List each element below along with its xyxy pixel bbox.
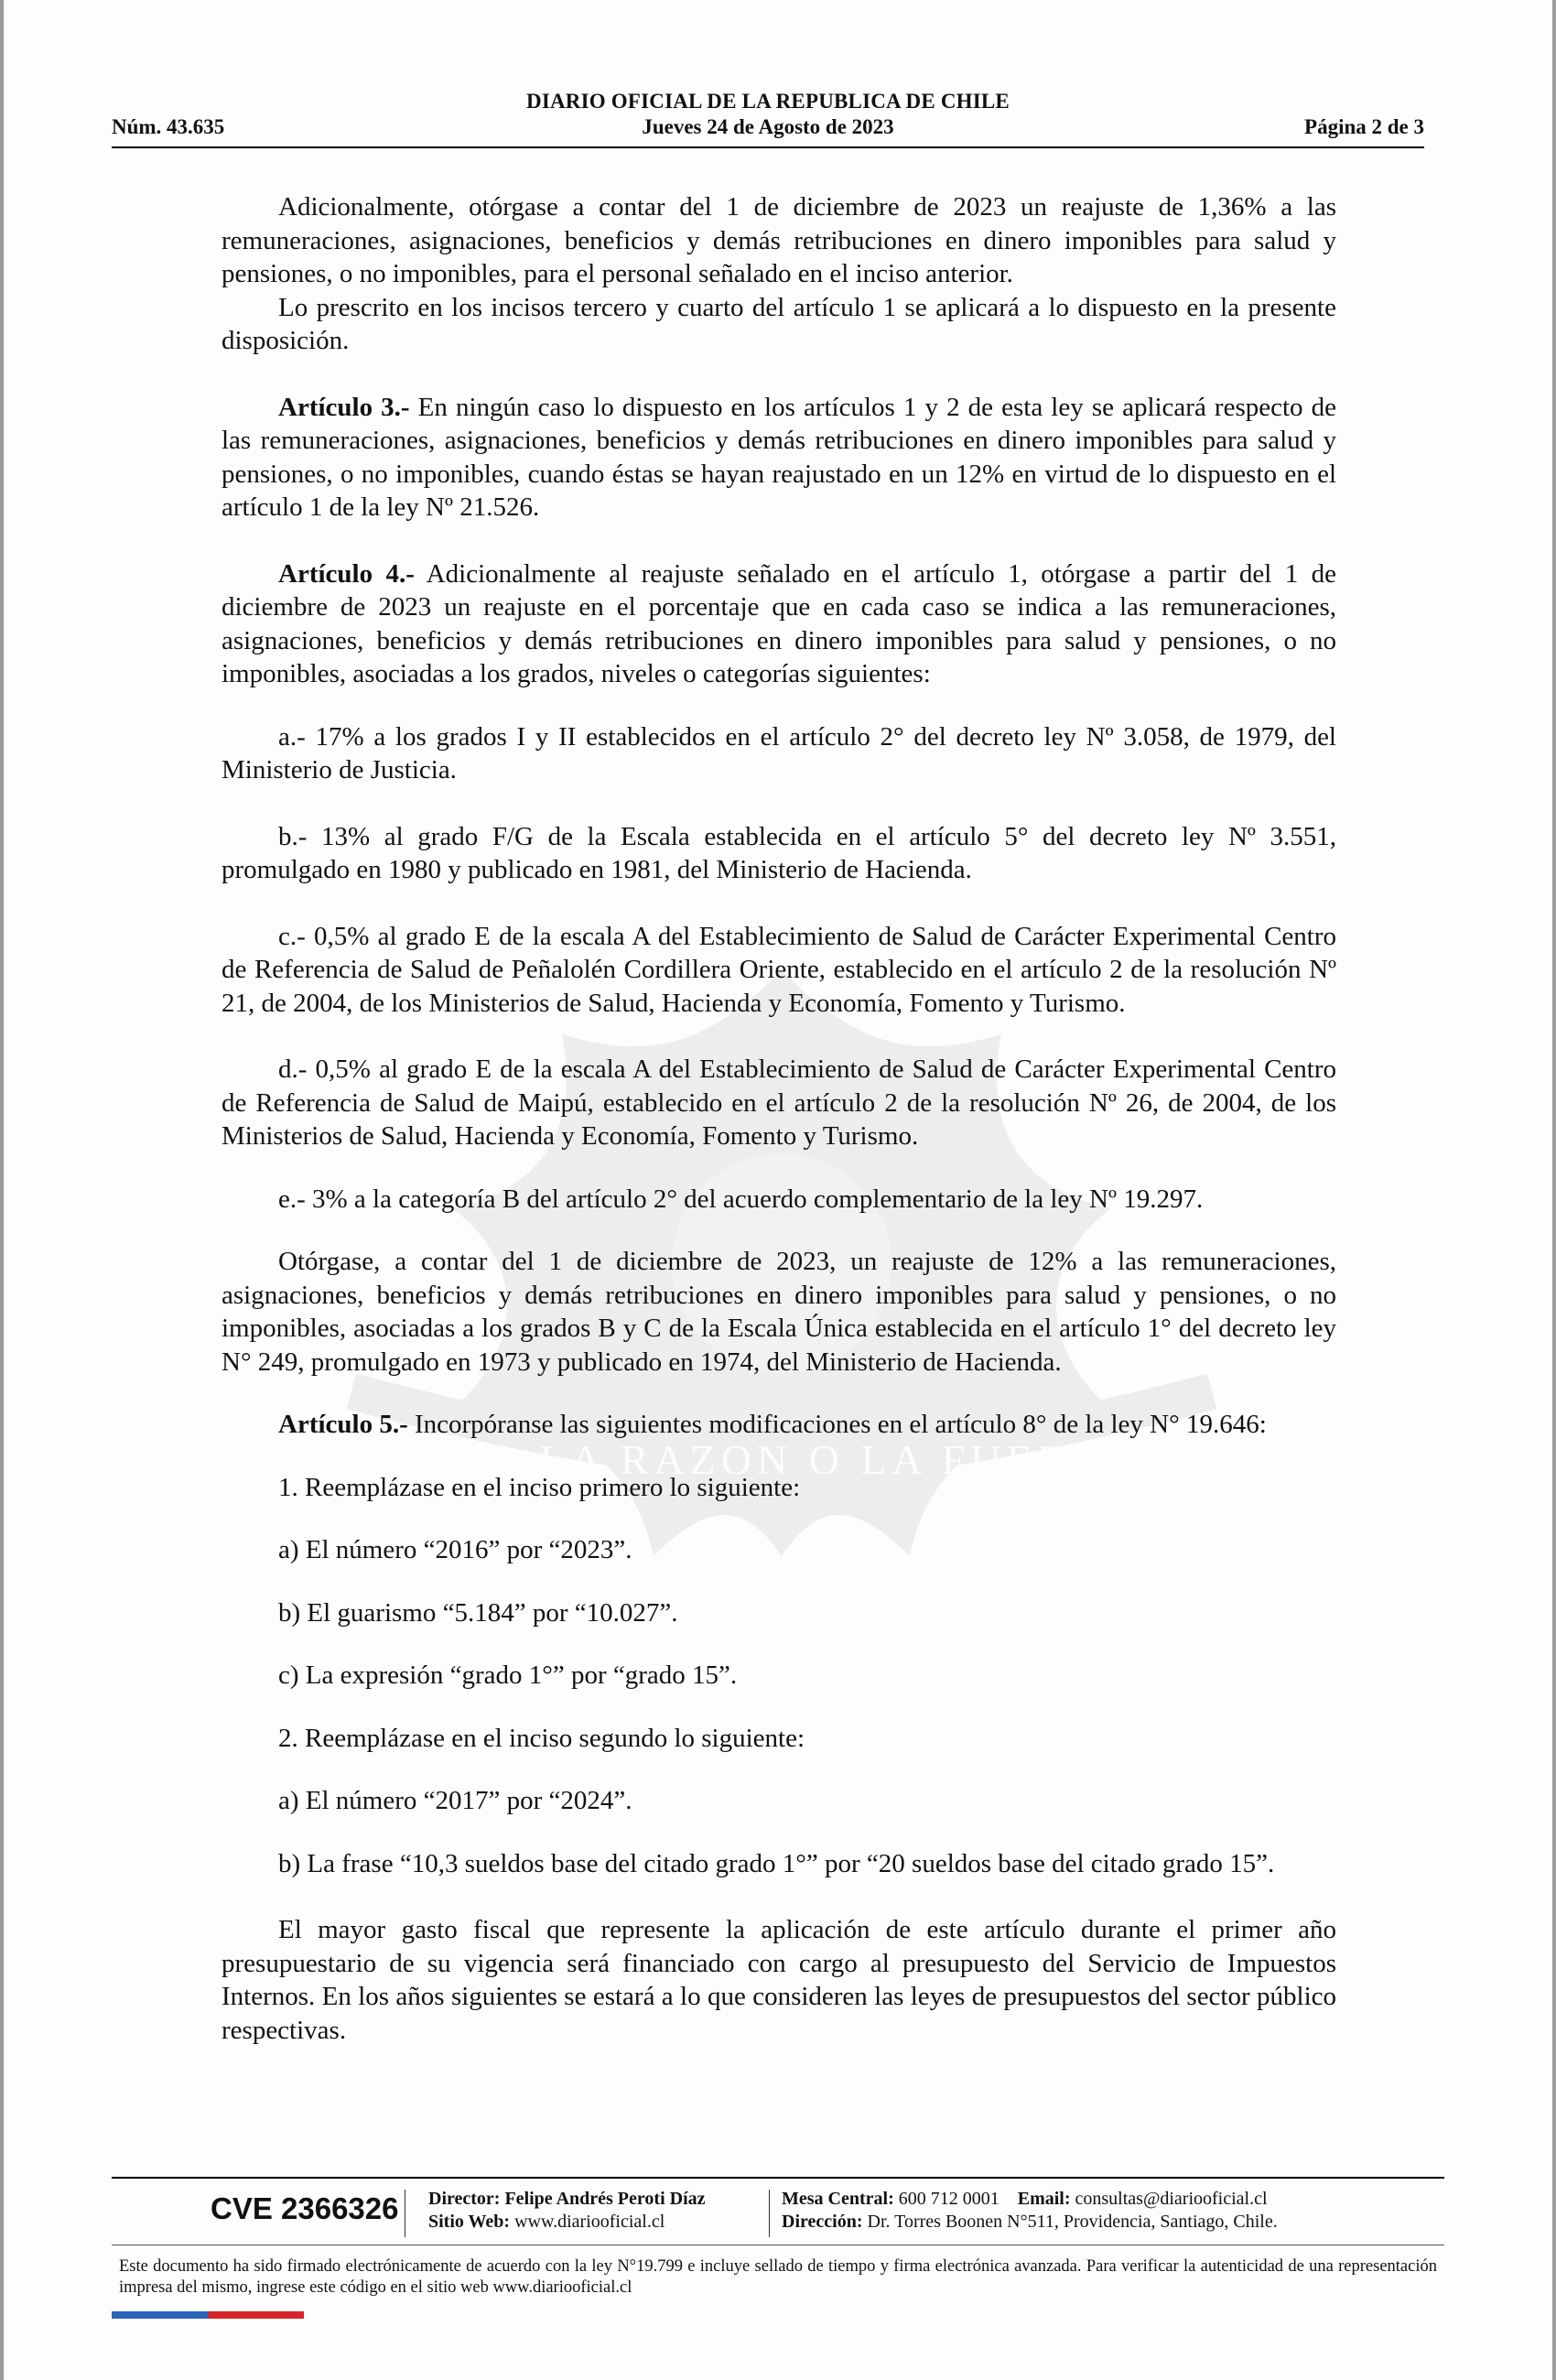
article-text: En ningún caso lo dispuesto en los artículos 1 y 2 de esta ley se aplicará respecto de las remuneraciones, asignaciones, beneficios y demás retribuciones en dinero imponibles para salud y pensiones, o no imponibles, cuando éstas se hayan reajustado en un 12% en virtud de lo dispuesto en el artículo 1 de la ley Nº 21.526. (222, 392, 1336, 522)
document-page (4, 0, 1552, 2380)
list-item: a.- 17% a los grados I y II establecidos en el artículo 2° del decreto ley Nº 3.058, de 1979, del Ministerio de Justicia. (222, 721, 1336, 784)
paragraph: Adicionalmente, otórgase a contar del 1 de diciembre de 2023 un reajuste de 1,36% a las remuneraciones, asignaciones, beneficios y demás retribuciones en dinero imponibles para salud y pensiones, o no imponibles, para el personal señalado en el inciso anterior. (222, 192, 1336, 288)
list-item: 2. Reemplázase en el inciso segundo lo siguiente: (278, 1723, 805, 1753)
list-item: c) La expresión “grado 1°” por “grado 15”. (278, 1661, 738, 1690)
article-text: Incorpóranse las siguientes modificaciones en el artículo 8° de la ley N° 19.646: (407, 1410, 1267, 1439)
document-body (222, 190, 1336, 2047)
list-item: b) La frase “10,3 sueldos base del citado grado 1°” por “20 sueldos base del citado grado 15”. (278, 1848, 1275, 1878)
article-text: Adicionalmente al reajuste señalado en el artículo 1, otórgase a partir del 1 de diciembre de 2023 un reajuste en el porcentaje que en cada caso se indica a las remuneraciones, asignaciones, beneficios y demás retribuciones en dinero imponibles para salud y pensiones, o no imponibles, asociadas a los grados, niveles o categorías siguientes: (222, 558, 1336, 688)
phone-label: Mesa Central: (782, 2189, 894, 2209)
address-text: Dr. Torres Boonen N°511, Providencia, Santiago, Chile. (867, 2212, 1278, 2232)
director-name: Felipe Andrés Peroti Díaz (504, 2189, 706, 2209)
paragraph: El mayor gasto fiscal que represente la aplicación de este artículo durante el primer año presupuestario de su vigencia será financiado con cargo al presupuesto del Servicio de Impuestos Internos. En los años siguientes se estará a lo que consideren las leyes de presupuestos del sector público respectivas. (222, 1915, 1336, 2045)
phone-number: 600 712 0001 (898, 2189, 1000, 2209)
footer-director-block (428, 2188, 706, 2234)
email-label: Email: (1017, 2189, 1071, 2209)
signature-disclaimer: Este documento ha sido firmado electrónicamente de acuerdo con la ley N°19.799 e incluye sellado de tiempo y firma electrónica avanzada. Para verificar la autenticidad de una representación impresa del mismo, ingrese este código en el sitio web www.diariooficial.cl (119, 2257, 1437, 2297)
director-label: Director: (428, 2189, 501, 2209)
article-5 (222, 1408, 1336, 1442)
list-item: e.- 3% a la categoría B del artículo 2° del acuerdo complementario de la ley Nº 19.297. (278, 1184, 1204, 1214)
watermark-motto: POR LA RAZON O LA FUERZA (425, 1436, 1139, 1483)
website-label: Sitio Web: (428, 2212, 511, 2232)
paragraph: Lo prescrito en los incisos tercero y cuarto del artículo 1 se aplicará a lo dispuesto en la presente disposición. (222, 292, 1336, 355)
list-item: d.- 0,5% al grado E de la escala A del Establecimiento de Salud de Carácter Experimental Centro de Referencia de Salud de Maipú, establecido en el artículo 2 de la resolución Nº 26, de 2004, de los Ministerios de Salud, Hacienda y Economía, Fomento y Turismo. (222, 1055, 1336, 1151)
list-item: a) El número “2016” por “2023”. (278, 1535, 632, 1564)
list-item: c.- 0,5% al grado E de la escala A del Establecimiento de Salud de Carácter Experimental Centro de Referencia de Salud de Peñalolén Cordillera Oriente, establecido en el artículo 2 de la resolución Nº 21, de 2004, de los Ministerios de Salud, Hacienda y Economía, Fomento y Turismo. (222, 921, 1336, 1018)
website-link[interactable]: www.diariooficial.cl (514, 2212, 665, 2232)
article-3 (222, 391, 1336, 525)
issue-date: Jueves 24 de Agosto de 2023 (642, 115, 894, 138)
list-item: b.- 13% al grado F/G de la Escala establecida en el artículo 5° del decreto ley Nº 3.551, promulgado en 1980 y publicado en 1981, del Ministerio de Hacienda. (222, 821, 1336, 884)
paragraph: Otórgase, a contar del 1 de diciembre de 2023, un reajuste de 12% a las remuneraciones, asignaciones, beneficios y demás retribuciones en dinero imponibles para salud y pensiones, o no imponibles, asociadas a los grados B y C de la Escala Única establecida en el artículo 1° del decreto ley N° 249, promulgado en 1973 y publicado en 1974, del Ministerio de Hacienda. (222, 1247, 1336, 1377)
chile-flag-stripe (112, 2311, 304, 2319)
list-item: b) El guarismo “5.184” por “10.027”. (278, 1597, 678, 1628)
article-label: Artículo 3.- (278, 392, 410, 422)
page-number: Página 2 de 3 (1304, 115, 1424, 138)
publication-title: DIARIO OFICIAL DE LA REPUBLICA DE CHILE (526, 90, 1010, 113)
page-footer (112, 2177, 1444, 2299)
footer-contact-block (782, 2188, 1278, 2234)
issue-number: Núm. 43.635 (112, 115, 225, 138)
email-address[interactable]: consultas@diariooficial.cl (1075, 2189, 1268, 2209)
flag-red-segment (208, 2311, 304, 2319)
article-4 (222, 557, 1336, 691)
flag-blue-segment (112, 2311, 208, 2319)
footer-divider (769, 2190, 770, 2237)
header-rule (112, 146, 1424, 148)
cve-code: CVE 2366326 (211, 2191, 399, 2225)
article-label: Artículo 5.- (278, 1410, 408, 1439)
page-header (112, 90, 1424, 148)
address-label: Dirección: (782, 2212, 863, 2232)
article-label: Artículo 4.- (278, 558, 415, 589)
list-item: 1. Reemplázase en el inciso primero lo siguiente: (278, 1472, 801, 1502)
list-item: a) El número “2017” por “2024”. (278, 1786, 632, 1815)
